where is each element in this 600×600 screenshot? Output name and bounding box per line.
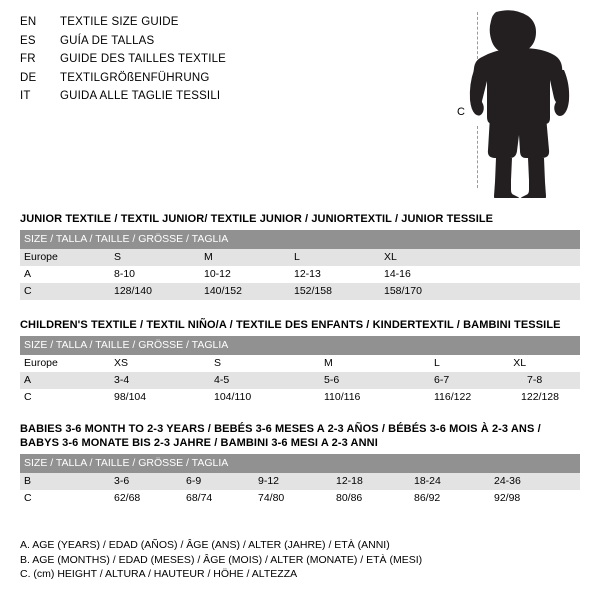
table-row bbox=[20, 249, 580, 266]
cell bbox=[430, 372, 580, 389]
language-titles bbox=[20, 13, 440, 106]
table-header-label: SIZE / TALLA / TAILLE / GRÖSSE / TAGLIA bbox=[20, 230, 580, 249]
row-label: Europe bbox=[20, 355, 110, 372]
cell: 3-6 bbox=[110, 473, 182, 490]
cell-text: 7-8 bbox=[527, 374, 543, 386]
cell-text: XL bbox=[513, 357, 527, 369]
language-row bbox=[20, 87, 440, 106]
table-header-label: SIZE / TALLA / TAILLE / GRÖSSE / TAGLIA bbox=[20, 454, 580, 473]
cell: L bbox=[290, 249, 380, 266]
cell: 8-10 bbox=[110, 266, 200, 283]
cell: 140/152 bbox=[200, 283, 290, 300]
table-row bbox=[20, 283, 580, 300]
cell: XS bbox=[110, 355, 210, 372]
section-junior bbox=[20, 212, 580, 300]
cell: 158/170 bbox=[380, 283, 580, 300]
language-title: GUÍA DE TALLAS bbox=[60, 34, 155, 47]
table-header-row bbox=[20, 454, 580, 473]
cell: 24-36 bbox=[490, 473, 580, 490]
table-header-row bbox=[20, 336, 580, 355]
cell: M bbox=[320, 355, 430, 372]
table-row bbox=[20, 389, 580, 406]
language-code: EN bbox=[20, 16, 37, 28]
language-row bbox=[20, 50, 440, 69]
cell: 74/80 bbox=[254, 490, 332, 507]
junior-size-table bbox=[20, 230, 580, 300]
cell: 5-6 bbox=[320, 372, 430, 389]
cell: S bbox=[110, 249, 200, 266]
language-row bbox=[20, 13, 440, 32]
language-code: DE bbox=[20, 71, 37, 84]
row-label: C bbox=[20, 283, 110, 300]
table-row bbox=[20, 473, 580, 490]
cell: 92/98 bbox=[490, 490, 580, 507]
cell: 62/68 bbox=[110, 490, 182, 507]
cell: 18-24 bbox=[410, 473, 490, 490]
cell: 152/158 bbox=[290, 283, 380, 300]
language-code: FR bbox=[20, 53, 36, 65]
cell: 104/110 bbox=[210, 389, 320, 406]
table-row bbox=[20, 490, 580, 507]
section-title: JUNIOR TEXTILE / TEXTIL JUNIOR/ TEXTILE JUNIOR / JUNIORTEXTIL / JUNIOR TESSILE bbox=[20, 213, 494, 225]
cell: 128/140 bbox=[110, 283, 200, 300]
cell: 4-5 bbox=[210, 372, 320, 389]
legend-line: C. (cm) HEIGHT / ALTURA / HAUTEUR / HÖHE / ALTEZZA bbox=[20, 568, 298, 580]
babies-size-table bbox=[20, 454, 580, 507]
legend-line: B. AGE (MONTHS) / EDAD (MESES) / ÂGE (MOIS) / ALTER (MONATE) / ETÀ (MESI) bbox=[20, 553, 423, 566]
row-label: Europe bbox=[20, 249, 110, 266]
height-measure-label: C bbox=[457, 106, 465, 118]
cell: 14-16 bbox=[380, 266, 580, 283]
section-title: BABIES 3-6 MONTH TO 2-3 YEARS / BEBÉS 3-6 MESES A 2-3 AÑOS / BÉBÉS 3-6 MOIS À 2-3 ANS / BABYS 3-6 MONATE BIS 2-3 JAHRE / BAMBINI 3-6 MESI A 2-3 ANNI bbox=[20, 423, 541, 449]
language-title: GUIDA ALLE TAGLIE TESSILI bbox=[60, 90, 221, 102]
row-label: C bbox=[20, 389, 110, 406]
language-code: ES bbox=[20, 34, 36, 47]
cell: 10-12 bbox=[200, 266, 290, 283]
legend bbox=[20, 538, 580, 582]
language-title: TEXTILE SIZE GUIDE bbox=[60, 16, 179, 28]
table-header-row bbox=[20, 230, 580, 249]
cell: XL bbox=[380, 249, 580, 266]
row-label: B bbox=[20, 473, 110, 490]
children-size-table bbox=[20, 336, 580, 406]
row-label: C bbox=[20, 490, 110, 507]
cell: 12-18 bbox=[332, 473, 410, 490]
cell: 80/86 bbox=[332, 490, 410, 507]
section-title: CHILDREN'S TEXTILE / TEXTIL NIÑO/A / TEXTILE DES ENFANTS / KINDERTEXTIL / BAMBINI TESSILE bbox=[20, 319, 561, 331]
legend-line: A. AGE (YEARS) / EDAD (AÑOS) / ÂGE (ANS) / ALTER (JAHRE) / ETÀ (ANNI) bbox=[20, 539, 390, 551]
section-children bbox=[20, 318, 580, 406]
language-code: IT bbox=[20, 90, 31, 102]
row-label: A bbox=[20, 372, 110, 389]
table-row bbox=[20, 266, 580, 283]
cell: M bbox=[200, 249, 290, 266]
row-label: A bbox=[20, 266, 110, 283]
cell: 86/92 bbox=[410, 490, 490, 507]
cell bbox=[430, 355, 580, 372]
section-babies bbox=[20, 422, 580, 507]
cell: 6-9 bbox=[182, 473, 254, 490]
language-row bbox=[20, 69, 440, 88]
cell-text: 116/122 bbox=[434, 391, 472, 403]
cell: 68/74 bbox=[182, 490, 254, 507]
language-title: GUIDE DES TAILLES TEXTILE bbox=[60, 53, 227, 65]
cell-text: L bbox=[434, 357, 440, 369]
cell: 9-12 bbox=[254, 473, 332, 490]
cell: 3-4 bbox=[110, 372, 210, 389]
table-row bbox=[20, 372, 580, 389]
cell-text: 6-7 bbox=[434, 374, 450, 386]
child-silhouette-icon bbox=[452, 8, 592, 198]
cell: 12-13 bbox=[290, 266, 380, 283]
language-title: TEXTILGRÖßENFÜHRUNG bbox=[60, 71, 210, 84]
cell: S bbox=[210, 355, 320, 372]
table-row bbox=[20, 355, 580, 372]
cell: 98/104 bbox=[110, 389, 210, 406]
cell-text: 122/128 bbox=[521, 391, 559, 403]
cell: 110/116 bbox=[320, 389, 430, 406]
table-header-label: SIZE / TALLA / TAILLE / GRÖSSE / TAGLIA bbox=[20, 336, 580, 355]
cell bbox=[430, 389, 580, 406]
language-row bbox=[20, 32, 440, 51]
